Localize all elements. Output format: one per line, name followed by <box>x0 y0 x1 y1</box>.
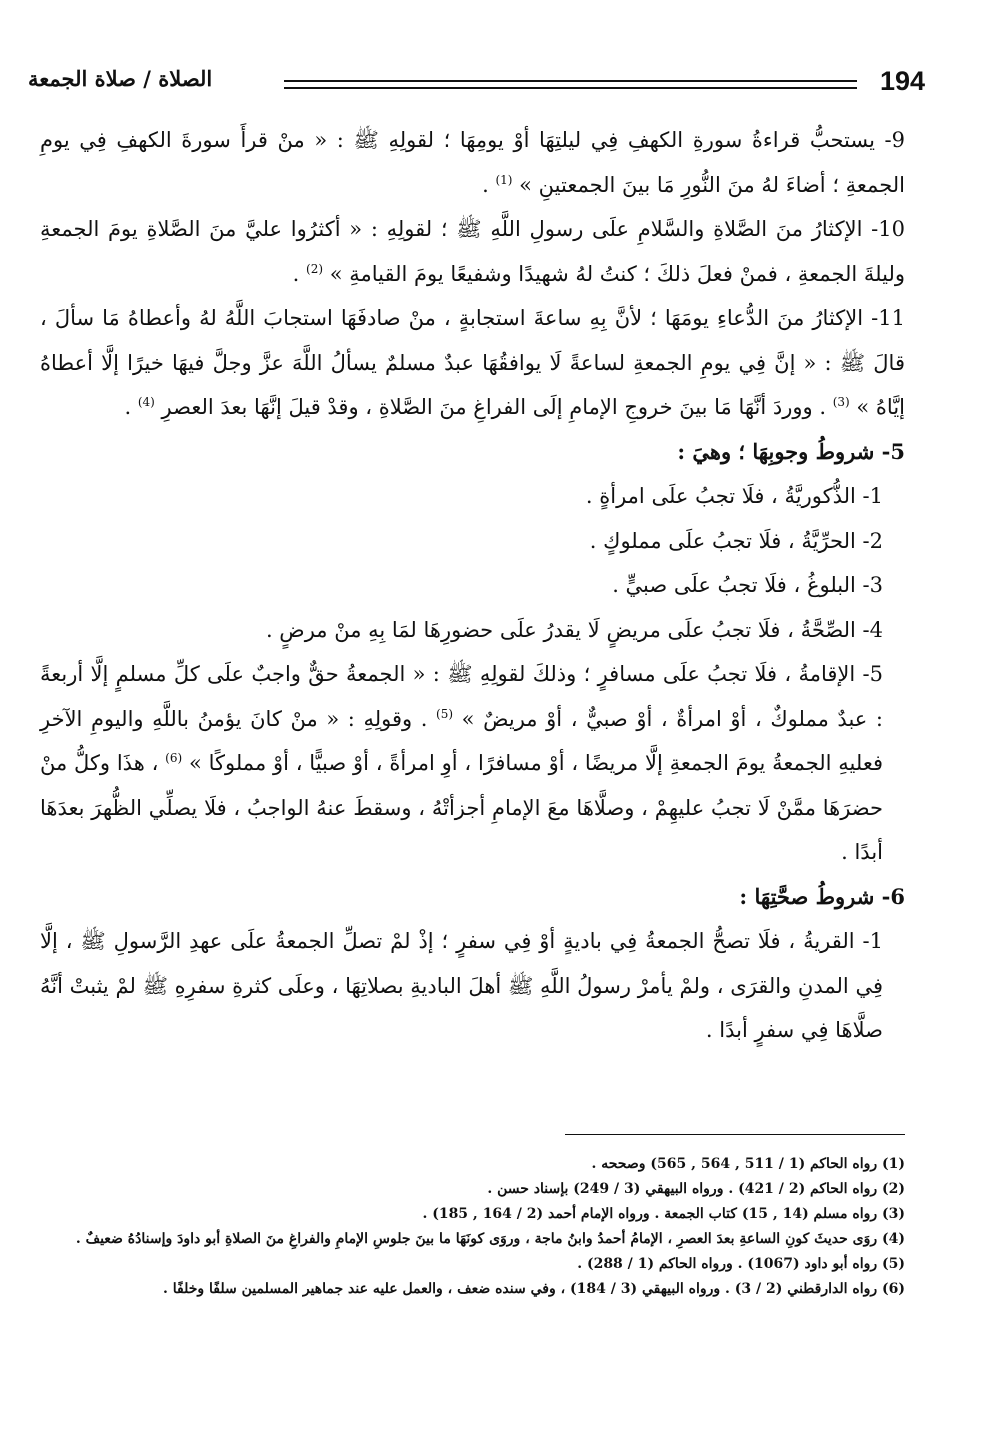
condition-residence <box>40 652 905 875</box>
running-title: الصلاة / صلاة الجمعة <box>28 66 213 91</box>
footnote-1: (1) رواه الحاكم (1 / 511 , 564 , 565) وصححه . <box>591 1156 905 1172</box>
paragraph-text-continued: . وقولِهِ : « منْ كانَ يؤمنُ باللَّهِ واليومِ الآخرِ فعليهِ الجمعةُ يومَ الجمعةِ إلَّا مريضًا ، أوْ مسافرًا ، أوِ امرأةً ، أوْ صبيًّا ، أوْ مملوكًا » <box>40 706 883 775</box>
footnote-5: (5) رواه أبو داود (1067) . ورواه الحاكم (1 / 288) . <box>577 1256 905 1272</box>
paragraph-text: 10- الإكثارُ منَ الصَّلاةِ والسَّلامِ علَى رسولِ اللَّهِ ﷺ ؛ لقولِهِ : « أكثرُوا عليَّ منَ الصَّلاةِ يومَ الجمعةِ وليلةَ الجمعةِ ، فمنْ فعلَ ذلكَ ؛ كنتُ لهُ شهيدًا وشفيعًا يومَ القيامةِ » <box>40 217 905 286</box>
footnote-marker: (3) <box>832 395 850 409</box>
footnote-marker: (4) <box>137 395 155 409</box>
condition-health: 4- الصِّحَّةُ ، فلَا تجبُ علَى مريضٍ لَا يقدرُ علَى حضورِهَا لمَا بِهِ منْ مرضٍ . <box>265 617 883 642</box>
paragraph-text-continued: ، هذَا وكلُّ منْ حضرَهَا ممَّنْ لَا تجبُ عليهِمْ ، وصلَّاهَا معَ الإمامِ أجزأتْهُ ، وسقطَ عنهُ الواجبُ ، فلَا يصلِّي الظُّهرَ بعدَهَا أبدًا . <box>40 751 883 864</box>
section-heading-conditions-obligation: 5- شروطُ وجوبِهَا ؛ وهيَ : <box>677 438 905 464</box>
condition-masculinity: 1- الذُّكوريَّةُ ، فلَا تجبُ علَى امرأةٍ . <box>585 484 883 508</box>
page-number: 194 <box>879 66 925 96</box>
footnote-marker: (6) <box>165 751 183 765</box>
paragraph-text: 9- يستحبُّ قراءةُ سورةِ الكهفِ فِي ليلتِهَا أوْ يومِهَا ؛ لقولِهِ ﷺ : « منْ قرأَ سورةَ الكهفِ فِي يومِ الجمعةِ ؛ أضاءَ لهُ منَ النُّورِ مَا بينَ الجمعتينِ » <box>40 128 905 197</box>
running-header <box>22 66 925 106</box>
paragraph-9 <box>40 118 905 207</box>
footnote-3: (3) رواه مسلم (14 , 15) كتاب الجمعة . ورواه الإمام أحمد (2 / 164 , 185) . <box>422 1206 905 1222</box>
section-heading-conditions-validity: 6- شروطُ صحَّتِهَا : <box>739 883 905 909</box>
footnote-marker: (1) <box>495 172 513 187</box>
header-rule <box>284 80 857 89</box>
footnote-rule <box>565 1134 905 1135</box>
footnote-marker: (2) <box>306 261 324 276</box>
condition-freedom: 2- الحرِّيَّةُ ، فلَا تجبُ علَى مملوكٍ . <box>589 528 883 553</box>
condition-village: 1- القريةُ ، فلَا تصحُّ الجمعةُ فِي باديةٍ أوْ فِي سفرٍ ؛ إذْ لمْ تصلِّ الجمعةُ علَى عهدِ الرَّسولِ ﷺ ، إلَّا فِي المدنِ والقرَى ، ولمْ يأمرْ رسولُ اللَّهِ ﷺ أهلَ الباديةِ بصلاتِهَا ، وعلَى كثرةِ سفرِهِ ﷺ لمْ يثبتْ أنَّهُ صلَّاهَا فِي سفرٍ أبدًا . <box>40 929 883 1042</box>
footnote-6: (6) رواه الدارقطني (2 / 3) . ورواه البيهقي (3 / 184) ، وفي سنده ضعف ، والعمل عليه عند جماهير المسلمين سلفًا وخلفًا . <box>163 1281 905 1297</box>
paragraph-text-continued: . ووردَ أنَّهَا مَا بينَ خروجِ الإمامِ إلَى الفراغِ منَ الصَّلاةِ ، وقدْ قيلَ إنَّهَا بعدَ العصرِ <box>161 395 833 419</box>
footnote-4: (4) روَى حديثَ كونِ الساعةِ بعدَ العصرِ ، الإمامُ أحمدُ وابنُ ماجة ، وروَى كونَهَا ما بينَ جلوسِ الإمامِ والفراغِ منَ الصلاةِ أبو داودَ وإسنادُهُ ضعيفٌ . <box>75 1231 905 1247</box>
paragraph-end: . <box>124 395 138 419</box>
condition-puberty: 3- البلوغُ ، فلَا تجبُ علَى صبيٍّ . <box>612 573 883 597</box>
footnotes <box>40 1152 905 1302</box>
paragraph-text: 11- الإكثارُ منَ الدُّعاءِ يومَهَا ؛ لأنَّ بِهِ ساعةَ استجابةٍ ، منْ صادفَهَا استجابَ اللَّهُ لهُ وأعطاهُ مَا سألَ ، قالَ ﷺ : « إنَّ فِي يومِ الجمعةِ لساعةً لَا يوافقُهَا عبدٌ مسلمٌ يسألُ اللَّهَ عزَّ وجلَّ فيهَا خيرًا إلَّا أعطاهُ إيَّاهُ » <box>40 306 905 419</box>
body-text <box>40 118 905 1053</box>
paragraph-11 <box>40 296 905 430</box>
paragraph-end: . <box>482 172 496 197</box>
paragraph-text: 5- الإقامةُ ، فلَا تجبُ علَى مسافرٍ ؛ وذلكَ لقولِهِ ﷺ : « الجمعةُ حقٌّ واجبٌ علَى كلِّ مسلمٍ إلَّا أربعةً : عبدٌ مملوكٌ ، أوْ امرأةٌ ، أوْ صبيٌّ ، أوْ مريضٌ » <box>40 662 883 731</box>
footnote-marker: (5) <box>436 706 454 721</box>
paragraph-10 <box>40 207 905 296</box>
footnote-2: (2) رواه الحاكم (2 / 421) . ورواه البيهقي (3 / 249) بإسناد حسن . <box>487 1181 905 1197</box>
paragraph-end: . <box>292 261 307 286</box>
